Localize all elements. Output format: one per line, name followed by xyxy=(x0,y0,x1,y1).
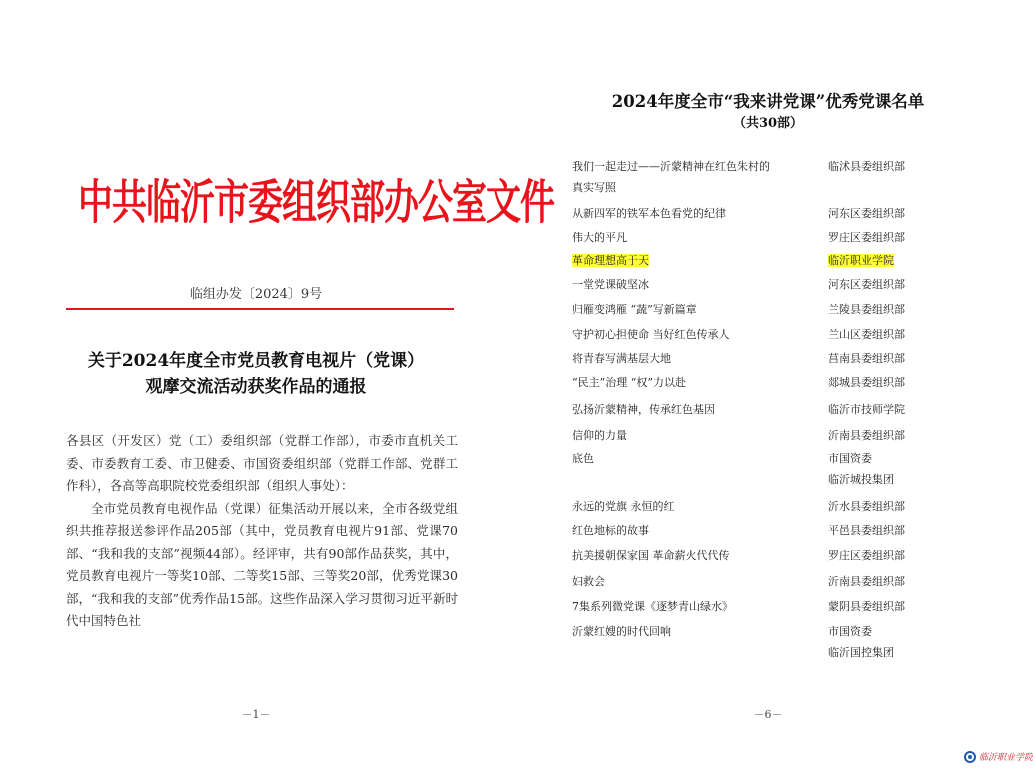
award-entry-organization xyxy=(828,642,894,663)
award-entry-title-text: 伟大的平凡 xyxy=(572,231,627,244)
award-entry-organization-text: 兰陵县委组织部 xyxy=(828,303,905,316)
award-entry-title xyxy=(572,156,770,177)
award-entry-title-text: 弘扬沂蒙精神，传承红色基因 xyxy=(572,403,715,416)
award-entry-title-text: 归雁变鸿雁 “蔬”写新篇章 xyxy=(572,303,697,316)
award-entry-title xyxy=(572,299,697,320)
list-subtitle: （共30部） xyxy=(732,116,804,131)
award-entry-organization-text: 沂水县委组织部 xyxy=(828,500,905,513)
award-entry-title-text: 信仰的力量 xyxy=(572,429,627,442)
award-entry-organization-text: 河东区委组织部 xyxy=(828,278,905,291)
award-entry-organization-text: 郯城县委组织部 xyxy=(828,376,905,389)
award-entry-organization-text: 沂南县委组织部 xyxy=(828,575,905,588)
notice-body xyxy=(66,430,458,633)
award-entry-title xyxy=(572,520,649,541)
award-entry-title xyxy=(572,399,715,420)
award-entry-organization-text: 临沭县委组织部 xyxy=(828,160,905,173)
award-entry-title xyxy=(572,250,649,271)
award-entry-title-text: 沂蒙红嫂的时代回响 xyxy=(572,625,671,638)
school-logo xyxy=(964,750,1033,763)
award-entry-title xyxy=(572,596,733,617)
award-entry-organization-text: 蒙阴县委组织部 xyxy=(828,600,905,613)
award-entry-organization xyxy=(828,227,905,248)
award-entry-organization-text: 临沂国控集团 xyxy=(828,646,894,659)
award-entry-title xyxy=(572,496,675,517)
school-emblem-icon xyxy=(964,751,976,763)
award-entry-title-text: 妇救会 xyxy=(572,575,605,588)
award-entry-organization xyxy=(828,496,905,517)
award-entry-title-text: 革命理想高于天 xyxy=(572,254,649,267)
award-entry-organization-text: 沂南县委组织部 xyxy=(828,429,905,442)
award-entry-title xyxy=(572,324,730,345)
list-title: 2024年度全市“我来讲党课”优秀党课名单 xyxy=(611,92,925,111)
award-entry-organization xyxy=(828,520,905,541)
award-entry-title-text: 将青春写满基层大地 xyxy=(572,352,671,365)
school-logo-text: 临沂职业学院 xyxy=(979,753,1033,763)
award-entry-organization xyxy=(828,545,905,566)
award-entry-title xyxy=(572,448,594,469)
red-divider-line xyxy=(66,308,454,310)
award-entry-organization-text: 罗庄区委组织部 xyxy=(828,231,905,244)
award-entry-title-text: 底色 xyxy=(572,452,594,465)
award-entry-title xyxy=(572,571,605,592)
award-entry-title-text: 一堂党课破坚冰 xyxy=(572,278,649,291)
award-entry-organization-text: 市国资委 xyxy=(828,452,872,465)
award-entry-organization-text: 市国资委 xyxy=(828,625,872,638)
award-entry-title-text: 真实写照 xyxy=(572,181,616,194)
award-entry-organization-text: 临沂市技师学院 xyxy=(828,403,905,416)
award-entry-organization xyxy=(828,469,894,490)
notice-title xyxy=(0,348,512,400)
award-list xyxy=(512,0,1024,768)
award-entry-title-text: 从新四军的铁军本色看党的纪律 xyxy=(572,207,726,220)
award-entry-organization xyxy=(828,348,905,369)
award-entry-organization xyxy=(828,621,872,642)
award-entry-title-text: 红色地标的故事 xyxy=(572,524,649,537)
body-paragraph-recipients: 各县区（开发区）党（工）委组织部（党群工作部），市委市直机关工委、市委教育工委、市卫健委、市国资委组织部（党群工作部、党群工作科），各高等高职院校党委组织部（组织人事处）： xyxy=(66,433,458,493)
award-entry-organization xyxy=(828,571,905,592)
award-entry-title-text: 7集系列微党课《逐梦青山绿水》 xyxy=(572,600,733,613)
award-entry-title xyxy=(572,348,671,369)
award-entry-organization-text: 兰山区委组织部 xyxy=(828,328,905,341)
right-page xyxy=(512,0,1024,768)
award-entry-organization xyxy=(828,274,905,295)
award-entry-organization-text: 临沂城投集团 xyxy=(828,473,894,486)
page-number-left: －1－ xyxy=(241,708,271,721)
award-entry-organization xyxy=(828,299,905,320)
award-entry-organization-text: 罗庄区委组织部 xyxy=(828,549,905,562)
award-entry-title xyxy=(572,227,627,248)
award-entry-organization xyxy=(828,448,872,469)
award-entry-title-text: “民主”治理 “权”力以赴 xyxy=(572,376,686,389)
award-entry-organization-text: 临沂职业学院 xyxy=(828,254,894,267)
award-entry-title-text: 永远的党旗 永恒的红 xyxy=(572,500,675,513)
award-entry-title-text: 抗美援朝保家国 革命薪火代代传 xyxy=(572,549,730,562)
award-entry-title xyxy=(572,177,616,198)
page-number-right: －6－ xyxy=(753,708,783,721)
award-entry-organization xyxy=(828,596,905,617)
notice-title-line-1: 关于2024年度全市党员教育电视片（党课） xyxy=(87,351,425,371)
award-entry-title xyxy=(572,203,726,224)
document-number: 临组办发〔2024〕9号 xyxy=(189,287,323,302)
award-entry-organization-text: 莒南县委组织部 xyxy=(828,352,905,365)
award-entry-organization xyxy=(828,250,894,271)
award-entry-organization xyxy=(828,399,905,420)
award-entry-title xyxy=(572,621,671,642)
award-entry-organization xyxy=(828,372,905,393)
award-entry-organization xyxy=(828,324,905,345)
award-entry-organization-text: 平邑县委组织部 xyxy=(828,524,905,537)
award-entry-organization xyxy=(828,203,905,224)
award-entry-title xyxy=(572,545,730,566)
notice-title-line-2: 观摩交流活动获奖作品的通报 xyxy=(145,377,367,397)
award-entry-organization xyxy=(828,156,905,177)
award-entry-title-text: 我们一起走过——沂蒙精神在红色朱村的 xyxy=(572,160,770,173)
award-entry-organization xyxy=(828,425,905,446)
award-entry-title xyxy=(572,274,649,295)
document-red-header: 中共临沂市委组织部办公室文件 xyxy=(78,176,555,231)
body-paragraph-main: 全市党员教育电视作品（党课）征集活动开展以来，全市各级党组织共推荐报送参评作品205部（其中，党员教育电视片91部、党课70部、“我和我的支部”视频44部）。经评审，共有90部作品获奖，其中，党员教育电视片一等奖10部、二等奖15部、三等奖20部，优秀党课30部，“我和我的支部”优秀作品15部。这些作品深入学习贯彻习近平新时代中国特色社 xyxy=(66,500,458,628)
award-entry-organization-text: 河东区委组织部 xyxy=(828,207,905,220)
award-entry-title-text: 守护初心担使命 当好红色传承人 xyxy=(572,328,730,341)
award-entry-title xyxy=(572,372,686,393)
award-entry-title xyxy=(572,425,627,446)
